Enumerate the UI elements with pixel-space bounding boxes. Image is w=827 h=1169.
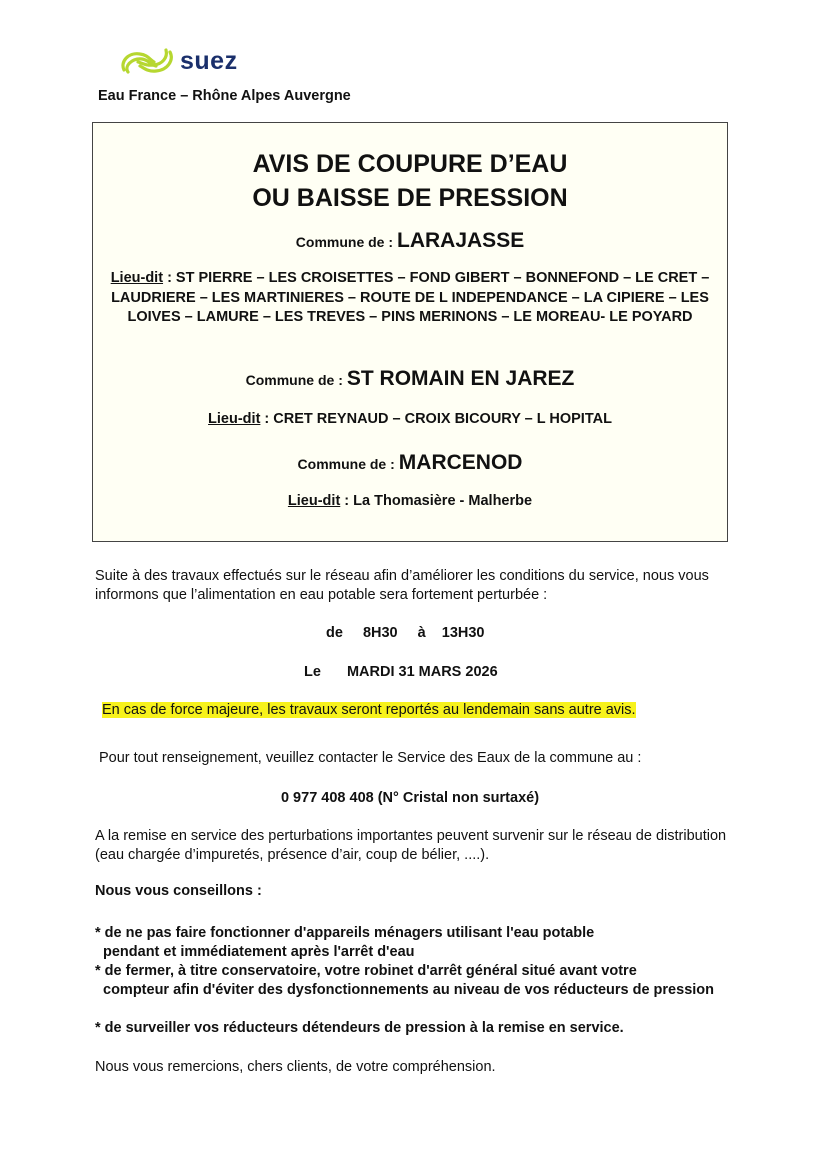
advice-item-line2: compteur afin d'éviter des dysfonctionnements au niveau de vos réducteurs de pression <box>103 982 714 998</box>
advice-item <box>95 962 725 1000</box>
lieu-dit-marcenod <box>99 492 721 512</box>
advice-item <box>95 1019 725 1038</box>
commune-label: Commune de : <box>295 234 394 250</box>
date-le: Le <box>304 664 321 680</box>
time-start: 8H30 <box>362 625 398 641</box>
commune-name: LARAJASSE <box>397 229 525 252</box>
region-subtitle: Eau France – Rhône Alpes Auvergne <box>98 88 351 104</box>
commune-heading-marcenod <box>93 451 727 475</box>
advice-item <box>95 924 725 962</box>
suez-logo <box>118 46 238 76</box>
logo-wordmark: suez <box>180 46 238 75</box>
advice-item-line1: * de surveiller vos réducteurs détendeurs de pression à la remise en service. <box>95 1020 624 1036</box>
commune-label: Commune de : <box>297 456 395 472</box>
intro-paragraph: Suite à des travaux effectués sur le réseau afin d’améliorer les conditions du service, nous vous informons que l’alimentation en eau potable sera fortement perturbée : <box>95 568 709 603</box>
time-end: 13H30 <box>441 625 485 641</box>
commune-label: Commune de : <box>245 372 343 388</box>
lieu-dit-label: Lieu-dit <box>110 270 164 286</box>
advice-item-line2: pendant et immédiatement après l'arrêt d'eau <box>103 944 415 960</box>
lieu-dit-text: : CRET REYNAUD – CROIX BICOURY – L HOPITAL <box>260 411 612 427</box>
commune-heading-larajasse <box>93 229 727 253</box>
commune-name: ST ROMAIN EN JAREZ <box>346 367 575 390</box>
remise-paragraph: A la remise en service des perturbations importantes peuvent survenir sur le réseau de distribution (eau chargée d’impuretés, présence d’air, coup de bélier, ....). <box>95 828 727 863</box>
notice-title-line2: OU BAISSE DE PRESSION <box>252 184 568 212</box>
force-majeure-notice <box>102 701 722 720</box>
contact-intro: Pour tout renseignement, veuillez contacter le Service des Eaux de la commune au : <box>99 750 642 766</box>
advice-item-line1: * de ne pas faire fonctionner d'appareils ménagers utilisant l'eau potable <box>95 925 595 941</box>
lieu-dit-label: Lieu-dit <box>208 411 261 427</box>
suez-logo-icon <box>118 46 176 76</box>
lieu-dit-larajasse <box>99 269 721 328</box>
notice-title-line1: AVIS DE COUPURE D’EAU <box>252 150 568 178</box>
lieu-dit-st-romain <box>99 410 721 430</box>
commune-heading-st-romain <box>93 367 727 391</box>
time-range <box>326 624 526 643</box>
thanks-paragraph: Nous vous remercions, chers clients, de votre compréhension. <box>95 1059 496 1075</box>
force-majeure-highlight: En cas de force majeure, les travaux seront reportés au lendemain sans autre avis. <box>102 702 636 718</box>
notice-box <box>92 122 728 542</box>
phone-number: 0 977 408 408 (N° Cristal non surtaxé) <box>280 790 540 806</box>
time-a: à <box>417 625 426 641</box>
date-value: MARDI 31 MARS 2026 <box>346 664 498 680</box>
lieu-dit-text: : La Thomasière - Malherbe <box>340 493 533 509</box>
commune-name: MARCENOD <box>398 451 523 474</box>
date-line <box>304 663 564 682</box>
advice-item-line1: * de fermer, à titre conservatoire, votre robinet d'arrêt général situé avant votre <box>95 963 637 979</box>
notice-title <box>93 147 727 215</box>
lieu-dit-text: : ST PIERRE – LES CROISETTES – FOND GIBERT – BONNEFOND – LE CRET – LAUDRIERE – LES MARTINIERES – ROUTE DE L INDEPENDANCE – LA CIPIERE – LES LOIVES – LAMURE – LES TREVES – PINS MERINONS – LE MOREAU- LE POYARD <box>111 270 710 325</box>
advice-title: Nous vous conseillons : <box>95 883 262 899</box>
lieu-dit-label: Lieu-dit <box>287 493 341 509</box>
time-de: de <box>326 625 343 641</box>
